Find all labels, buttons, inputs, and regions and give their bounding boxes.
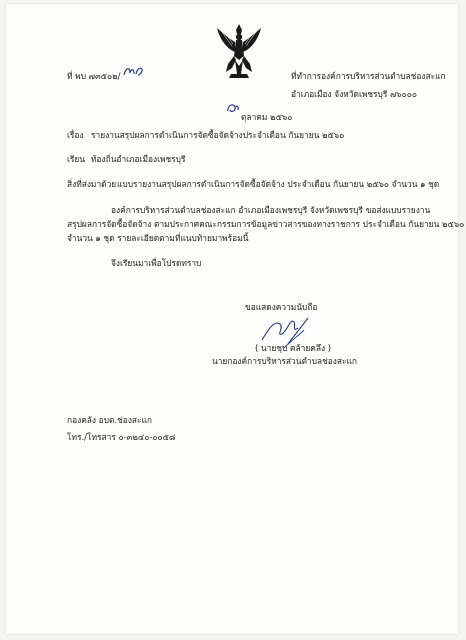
- subject-label: เรื่อง: [67, 130, 84, 140]
- regards-text: ขอแสดงความนับถือ: [245, 302, 318, 312]
- footer-division: กองคลัง อบต.ช่องสะแก: [67, 415, 153, 425]
- enclosure-text: แบบรายงานสรุปผลการดำเนินการจัดซื้อจัดจ้าง ประจำเดือน กันยายน ๒๕๖๐ จำนวน ๑ ชุด: [117, 179, 440, 189]
- recipient-text: ท้องถิ่นอำเภอเมืองเพชรบุรี: [91, 154, 186, 164]
- reference-handwritten: [122, 63, 146, 79]
- signer-name: ( นายชุบ คล้ายคลึง ): [255, 343, 332, 353]
- handwritten-ref-icon: [122, 63, 146, 79]
- sender-office: ที่ทำการองค์การบริหารส่วนตำบลช่องสะแก: [291, 71, 446, 81]
- signer-title: นายกองค์การบริหารส่วนตำบลช่องสะแก: [212, 356, 357, 366]
- body-line-3: จำนวน ๑ ชุด รายละเอียดตามที่แนบท้ายมาพร้อมนี้: [67, 233, 249, 243]
- recipient-label: เรียน: [67, 154, 85, 164]
- footer-phone: โทร./โทรสาร ๐-๓๒๔๐-๐๐๕๘: [67, 432, 176, 442]
- garuda-emblem-icon: [214, 22, 264, 80]
- handwritten-date-icon: [225, 101, 241, 115]
- body-line-1: องค์การบริหารส่วนตำบลช่องสะแก อำเภอเมืองเพชรบุรี จังหวัดเพชรบุรี ขอส่งแบบรายงาน: [111, 205, 431, 215]
- reference-number: ที่ พบ ๗๓๕๐๒/: [67, 71, 121, 81]
- sender-address: อำเภอเมือง จังหวัดเพชรบุรี ๗๖๐๐๐: [291, 89, 417, 99]
- body-line-2: สรุปผลการจัดซื้อจัดจ้าง ตามประกาศคณะกรรมการข้อมูลข่าวสารของทางราชการ ประจำเดือน กันยายน ๒๕๖๐: [67, 219, 465, 229]
- subject-text: รายงานสรุปผลการดำเนินการจัดซื้อจัดจ้างประจำเดือน กันยายน ๒๕๖๐: [91, 130, 345, 140]
- closing-request: จึงเรียนมาเพื่อโปรดทราบ: [111, 258, 202, 268]
- enclosure-label: สิ่งที่ส่งมาด้วย: [67, 179, 117, 189]
- letter-date: ตุลาคม ๒๕๖๐: [241, 112, 293, 122]
